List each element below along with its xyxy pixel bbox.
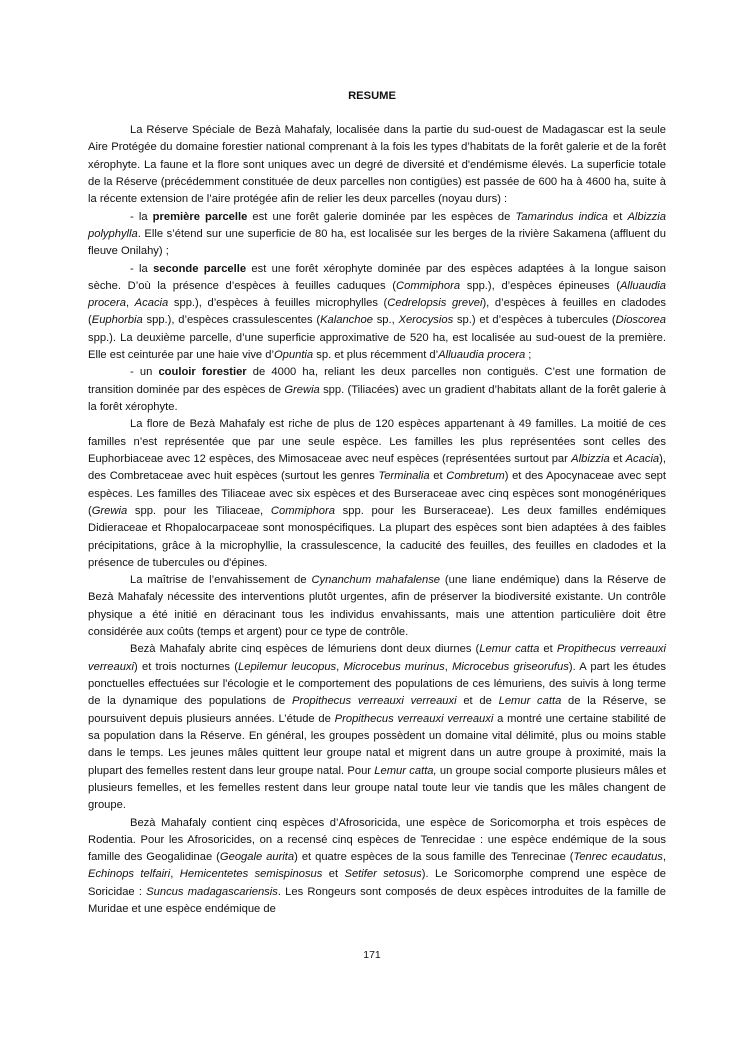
text-run: . Elle s’étend sur une superficie de 80 ha, est localisée sur les berges de la rivière Sakamena (affluent du fleuve Onilahy) ; xyxy=(88,227,666,258)
paragraph xyxy=(88,815,666,919)
text-run: ). Le Soricomorphe comprend une espèce de Soricidae : xyxy=(88,868,667,898)
text-run: Bezà Mahafaly abrite cinq espèces de lémuriens dont deux diurnes ( xyxy=(130,643,480,656)
italic-text: Cynanchum mahafalense xyxy=(311,574,441,587)
text-run: et xyxy=(539,643,557,656)
paragraph xyxy=(88,209,666,261)
italic-text: Cedrelopsis grevei xyxy=(387,297,483,310)
text-run: spp.), d’espèces à feuilles microphylles ( xyxy=(168,297,388,310)
text-run: a montré une certaine stabilité de sa population dans la Réserve. En général, les groupes possèdent un domaine vital délimité, plus ou moins stable dans le temps. Les jeunes mâles quittent leur groupe natal et migrent dans un autre groupe à proximité, mais la plupart des femelles restent dans leur groupe natal. Pour xyxy=(88,712,666,777)
text-run: ) et trois nocturnes ( xyxy=(134,660,238,673)
text-run: - la xyxy=(130,262,154,275)
italic-text: Grewia xyxy=(91,504,128,517)
text-run: de la Réserve, se poursuivent depuis plusieurs années. L’étude de xyxy=(88,695,666,725)
italic-text: Propithecus verreauxi verreauxi xyxy=(334,712,494,725)
bold-text: couloir forestier xyxy=(158,366,247,379)
italic-text: Albizzia polyphylla xyxy=(88,210,666,240)
text-run: est une forêt xérophyte dominée par des espèces adaptées à la longue saison sèche. D’où la présence d’espèces à feuilles caduques ( xyxy=(88,262,666,292)
text-run: et xyxy=(609,452,626,465)
italic-text: Grewia xyxy=(284,383,320,396)
text-run: spp. pour les Tiliaceae, xyxy=(127,504,271,517)
text-run: et de xyxy=(456,695,499,708)
text-run: ) et des Apocynaceae avec sept espèces. Les familles des Tiliaceae avec six espèces et des Burseraceae avec cinq espèces sont monogénériques ( xyxy=(88,470,667,517)
italic-text: Tamarindus indica xyxy=(515,210,608,223)
italic-text: Alluaudia procera xyxy=(88,279,666,310)
text-run: spp.), d’espèces épineuses ( xyxy=(460,279,620,292)
paragraph xyxy=(88,261,666,365)
text-run: - un xyxy=(130,366,159,379)
text-run: La maîtrise de l’envahissement de xyxy=(130,574,312,587)
text-run: ; xyxy=(525,349,532,362)
text-run: , xyxy=(170,868,180,881)
text-run: et xyxy=(322,868,345,881)
text-run: ). A part les études ponctuelles effectuées sur l'écologie et le comportement des populations de ces lémuriens, des suivis à long terme de la dynamique des populations de xyxy=(88,660,666,708)
paragraph xyxy=(88,641,666,814)
text-run: et xyxy=(429,470,447,483)
paragraph xyxy=(88,572,666,641)
italic-text: Albizzia xyxy=(571,452,610,465)
italic-text: Geogale aurita xyxy=(219,851,295,864)
italic-text: Echinops telfairi xyxy=(88,868,171,881)
text-run: La flore de Bezà Mahafaly est riche de plus de 120 espèces appartenant à 49 familles. La moitié de ces familles n’est représentée que par une seule espèce. Les familles les plus représentées sont celles des Euphorbiaceae avec 12 espèces, des Mimosaceae avec neuf espèces (représentées surtout par xyxy=(88,418,666,465)
italic-text: Suncus madagascariensis xyxy=(146,885,278,898)
italic-text: Microcebus griseorufus xyxy=(452,660,569,673)
text-run: - la xyxy=(130,210,153,223)
text-run: , xyxy=(125,297,135,310)
text-run: sp.) et d’espèces à tubercules ( xyxy=(453,314,616,327)
italic-text: Kalanchoe xyxy=(320,314,373,327)
italic-text: Lemur catta xyxy=(498,695,562,708)
paragraph xyxy=(88,416,666,572)
text-run: , xyxy=(662,851,666,864)
bold-text: seconde parcelle xyxy=(153,262,247,275)
text-run: spp. pour les Burseraceae). Les deux familles endémiques Didieraceae et Rhopalocarpaceae sont monospécifiques. La plupart des espèces sont bien adaptées à des faibles précipitations, grâce à la microphyllie, la crassulescence, la caducité des feuilles, des feuilles en cladodes et la présence de tubercules ou d'épines. xyxy=(88,504,666,569)
text-run: spp.). La deuxième parcelle, d’une superficie approximative de 520 ha, est localisée au sud-ouest de la première. Elle est ceinturée par une haie vive d’ xyxy=(88,331,666,362)
bold-text: première parcelle xyxy=(152,210,248,223)
text-run: ) et quatre espèces de la sous famille des Tenrecinae ( xyxy=(294,851,574,864)
document-body xyxy=(88,122,666,918)
text-run: ), d’espèces à feuilles en cladodes ( xyxy=(88,297,667,327)
text-run: sp., xyxy=(372,314,399,327)
italic-text: Microcebus murinus xyxy=(343,660,445,673)
text-run: de 4000 ha, reliant les deux parcelles non contiguës. C’est une formation de transition dominée par des espèces de xyxy=(88,366,667,396)
italic-text: Lemur catta, xyxy=(374,764,437,777)
italic-text: Opuntia xyxy=(273,349,314,362)
italic-text: Terminalia xyxy=(378,470,430,483)
italic-text: Acacia xyxy=(134,297,169,310)
italic-text: Dioscorea xyxy=(615,314,667,327)
italic-text: Commiphora xyxy=(270,504,335,517)
italic-text: Acacia xyxy=(625,452,660,465)
italic-text: Euphorbia xyxy=(91,314,143,327)
italic-text: Alluaudia procera xyxy=(438,349,526,362)
text-run: La Réserve Spéciale de Bezà Mahafaly, localisée dans la partie du sud-ouest de Madagascar est la seule Aire Protégée du domaine forestier national comprenant à la fois les types d’habitats de la forêt galerie et de la forêt xérophyte. La faune et la flore sont uniques avec un degré de diversité et d'endémisme élevés. La superficie totale de la Réserve (précédemment constituée de deux parcelles non contigües) est passée de 600 ha à 4600 ha, suite à la récente extension de l’aire protégée afin de relier les deux parcelles (noyau durs) : xyxy=(88,124,666,206)
italic-text: Tenrec ecaudatus xyxy=(573,851,663,864)
text-run: et xyxy=(607,210,628,223)
paragraph xyxy=(88,122,666,209)
page-title: RESUME xyxy=(348,90,396,102)
text-run: (une liane endémique) dans la Réserve de Bezà Mahafaly nécessite des interventions plutôt urgentes, afin de préserver la biodiversité existante. Un contrôle physique a été initié en déracinant tous les individus envahissants, mais une attention particulière doit être considérée aux coûts (temps et argent) pour ce type de contrôle. xyxy=(88,574,666,639)
paragraph xyxy=(88,364,666,416)
italic-text: Hemicentetes semispinosus xyxy=(179,868,323,881)
italic-text: Combretum xyxy=(446,470,505,483)
italic-text: Propithecus verreauxi verreauxi xyxy=(292,695,457,708)
italic-text: Propithecus verreauxi verreauxi xyxy=(88,643,666,673)
text-run: , xyxy=(444,660,453,673)
page-number: 171 xyxy=(363,949,381,961)
italic-text: Xerocysios xyxy=(398,314,454,327)
italic-text: Lemur catta xyxy=(479,643,540,656)
text-run: est une forêt galerie dominée par les espèces de xyxy=(247,210,516,223)
italic-text: Lepilemur leucopus xyxy=(238,660,337,673)
text-run: spp. (Tiliacées) avec un gradient d’habitats allant de la forêt galerie à la forêt xérophyte. xyxy=(88,383,667,413)
text-run: un groupe social comporte plusieurs mâles et plusieurs femelles, et les femelles restent dans leur groupe natal toute leur vie tandis que les mâles changent de groupe. xyxy=(88,764,667,812)
text-run: , xyxy=(336,660,344,673)
text-run: sp. et plus récemment d’ xyxy=(313,349,439,362)
text-run: ), des Combretaceae avec huit espèces (surtout les genres xyxy=(88,452,667,483)
text-run: . Les Rongeurs sont composés de deux espèces introduites de la famille de Muridae et une espèce endémique de xyxy=(88,885,667,916)
italic-text: Setifer setosus xyxy=(344,868,422,881)
text-run: spp.), d’espèces crassulescentes ( xyxy=(142,314,321,327)
text-run: Bezà Mahafaly contient cinq espèces d’Afrosoricida, une espèce de Soricomorpha et trois espèces de Rodentia. Pour les Afrosoricides, on a recensé cinq espèces de Tenrecidae : une espèce endémique de la sous famille des Geogalidinae ( xyxy=(88,816,666,864)
italic-text: Commiphora xyxy=(396,279,461,292)
